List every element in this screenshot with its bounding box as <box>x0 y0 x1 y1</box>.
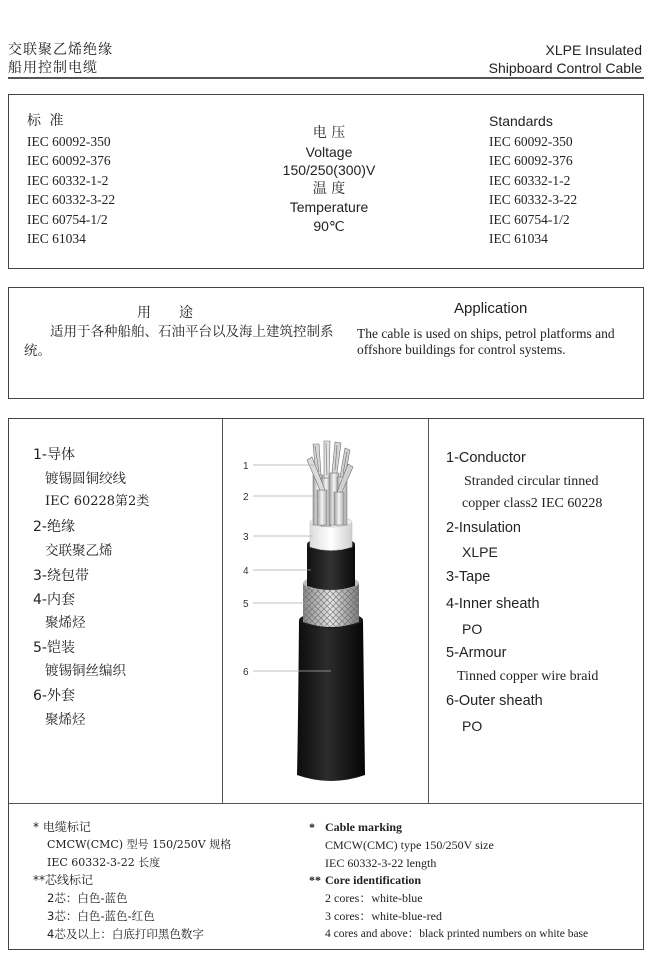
diagram-label-4: 4 <box>243 566 249 577</box>
part-en-title: 6-Outer sheath <box>446 693 543 709</box>
part-cn-desc: 聚烯烃 <box>45 712 86 728</box>
diagram-label-5: 5 <box>243 599 249 610</box>
part-cn-desc: 聚烯烃 <box>45 615 86 631</box>
standard-item: IEC 60092-376 <box>27 153 111 168</box>
title-en-line2: Shipboard Control Cable <box>488 60 642 76</box>
application-en-text: The cable is used on ships, petrol platforms and offshore buildings for control systems. <box>357 326 615 357</box>
core-id-en-line: 2 cores：white-blue <box>325 891 423 905</box>
cable-marking-en-line: CMCW(CMC) type 150/250V size <box>325 838 494 852</box>
part-cn-desc: 镀锡圆铜绞线 <box>45 471 126 487</box>
temperature-cn-label: 温 度 <box>312 180 346 197</box>
cable-marking-en-star: * <box>309 820 315 834</box>
part-en-desc: PO <box>462 718 483 734</box>
part-cn-title: 4-内套 <box>33 592 75 608</box>
standard-item: IEC 60332-1-2 <box>489 172 571 188</box>
part-en-title: 3-Tape <box>446 569 491 585</box>
standard-item: IEC 60092-376 <box>489 153 573 168</box>
core-id-en-line: 4 cores and above：black printed numbers on white base <box>325 928 589 940</box>
cable-marking-cn-line: CMCW(CMC) 型号 150/250V 规格 <box>47 838 232 851</box>
diagram-label-2: 2 <box>243 492 249 503</box>
core-id-en-line: 3 cores：white-blue-red <box>325 909 442 923</box>
diagram-label-6: 6 <box>243 667 249 678</box>
notes-divider <box>9 803 642 804</box>
core-id-cn-line: 2芯：白色-蓝色 <box>47 891 128 905</box>
title-en <box>489 41 642 77</box>
standard-item: IEC 61034 <box>27 231 86 246</box>
cable-marking-cn-line: IEC 60332-3-22 长度 <box>47 856 161 869</box>
standard-item: IEC 60332-3-22 <box>27 192 116 207</box>
standards-cn-heading: 标 准 <box>27 113 66 129</box>
standard-item: IEC 60754-1/2 <box>27 211 108 227</box>
column-divider <box>222 419 223 803</box>
core-id-cn-line: 3芯：白色-蓝色-红色 <box>47 909 155 923</box>
part-cn-title: 2-绝缘 <box>33 519 75 535</box>
diagram-label-1: 1 <box>243 461 249 472</box>
part-en-title: 5-Armour <box>446 645 507 661</box>
standard-item: IEC 60092-350 <box>27 133 111 149</box>
part-en-desc: PO <box>462 621 483 637</box>
part-en-title: 1-Conductor <box>446 450 526 466</box>
part-en-title: 4-Inner sheath <box>446 596 540 612</box>
standard-item: IEC 60332-1-2 <box>27 172 109 188</box>
application-cn-text: 适用于各种船舶、石油平台以及海上建筑控制系统。 <box>24 324 334 359</box>
part-en-desc: copper class2 IEC 60228 <box>462 496 603 511</box>
part-cn-desc: 镀锡铜丝编织 <box>45 663 126 679</box>
standards-en-heading: Standards <box>489 113 553 129</box>
standard-item: IEC 60754-1/2 <box>489 211 570 227</box>
cable-marking-en-title: Cable marking <box>325 820 403 834</box>
part-cn-title: 1-导体 <box>33 447 75 463</box>
part-cn-desc: 交联聚乙烯 <box>45 543 113 559</box>
voltage-value: 150/250(300)V <box>282 162 376 178</box>
application-cn-title: 用途 <box>137 305 221 321</box>
ratings-column <box>249 124 409 235</box>
voltage-cn-label: 电 压 <box>312 125 346 141</box>
cable-marking-cn-title: * 电缆标记 <box>33 820 91 834</box>
core-id-en-star: ** <box>309 873 321 887</box>
voltage-en-label: Voltage <box>305 143 353 160</box>
title-cn-line1: 交联聚乙烯绝缘 <box>8 42 113 58</box>
part-en-title: 2-Insulation <box>446 520 521 536</box>
temperature-value: 90℃ <box>313 217 345 234</box>
cable-marking-en-line: IEC 60332-3-22 length <box>325 856 437 870</box>
title-cn-line2: 船用控制电缆 <box>8 60 98 76</box>
standard-item: IEC 60092-350 <box>489 133 573 149</box>
core-id-en-title: Core identification <box>325 873 422 887</box>
temperature-en-label: Temperature <box>289 199 369 215</box>
application-en-title: Application <box>454 300 528 317</box>
standards-cn-column <box>27 112 115 249</box>
title-cn <box>8 41 113 77</box>
standard-item: IEC 61034 <box>489 231 548 246</box>
standards-box <box>8 94 644 269</box>
core-id-cn-title: **芯线标记 <box>33 873 94 887</box>
diagram-label-3: 3 <box>243 532 249 543</box>
part-en-desc: Stranded circular tinned <box>464 474 599 489</box>
outer-sheath-layer <box>297 620 365 781</box>
header-divider <box>8 77 644 79</box>
title-en-line1: XLPE Insulated <box>545 42 642 58</box>
inner-sheath-layer <box>307 544 355 590</box>
core-id-cn-line: 4芯及以上：白底打印黑色数字 <box>47 927 204 941</box>
application-box <box>8 287 644 399</box>
column-divider <box>428 419 429 803</box>
structure-box <box>8 418 644 950</box>
part-cn-desc: IEC 60228第2类 <box>45 494 150 509</box>
part-cn-title: 6-外套 <box>33 688 75 704</box>
part-en-desc: XLPE <box>462 544 498 560</box>
cable-cross-section-diagram <box>231 420 421 802</box>
part-cn-title: 5-铠装 <box>33 640 75 656</box>
part-cn-title: 3-绕包带 <box>33 568 89 584</box>
standards-en-column <box>489 112 577 249</box>
part-en-desc: Tinned copper wire braid <box>457 669 599 684</box>
standard-item: IEC 60332-3-22 <box>489 192 578 207</box>
